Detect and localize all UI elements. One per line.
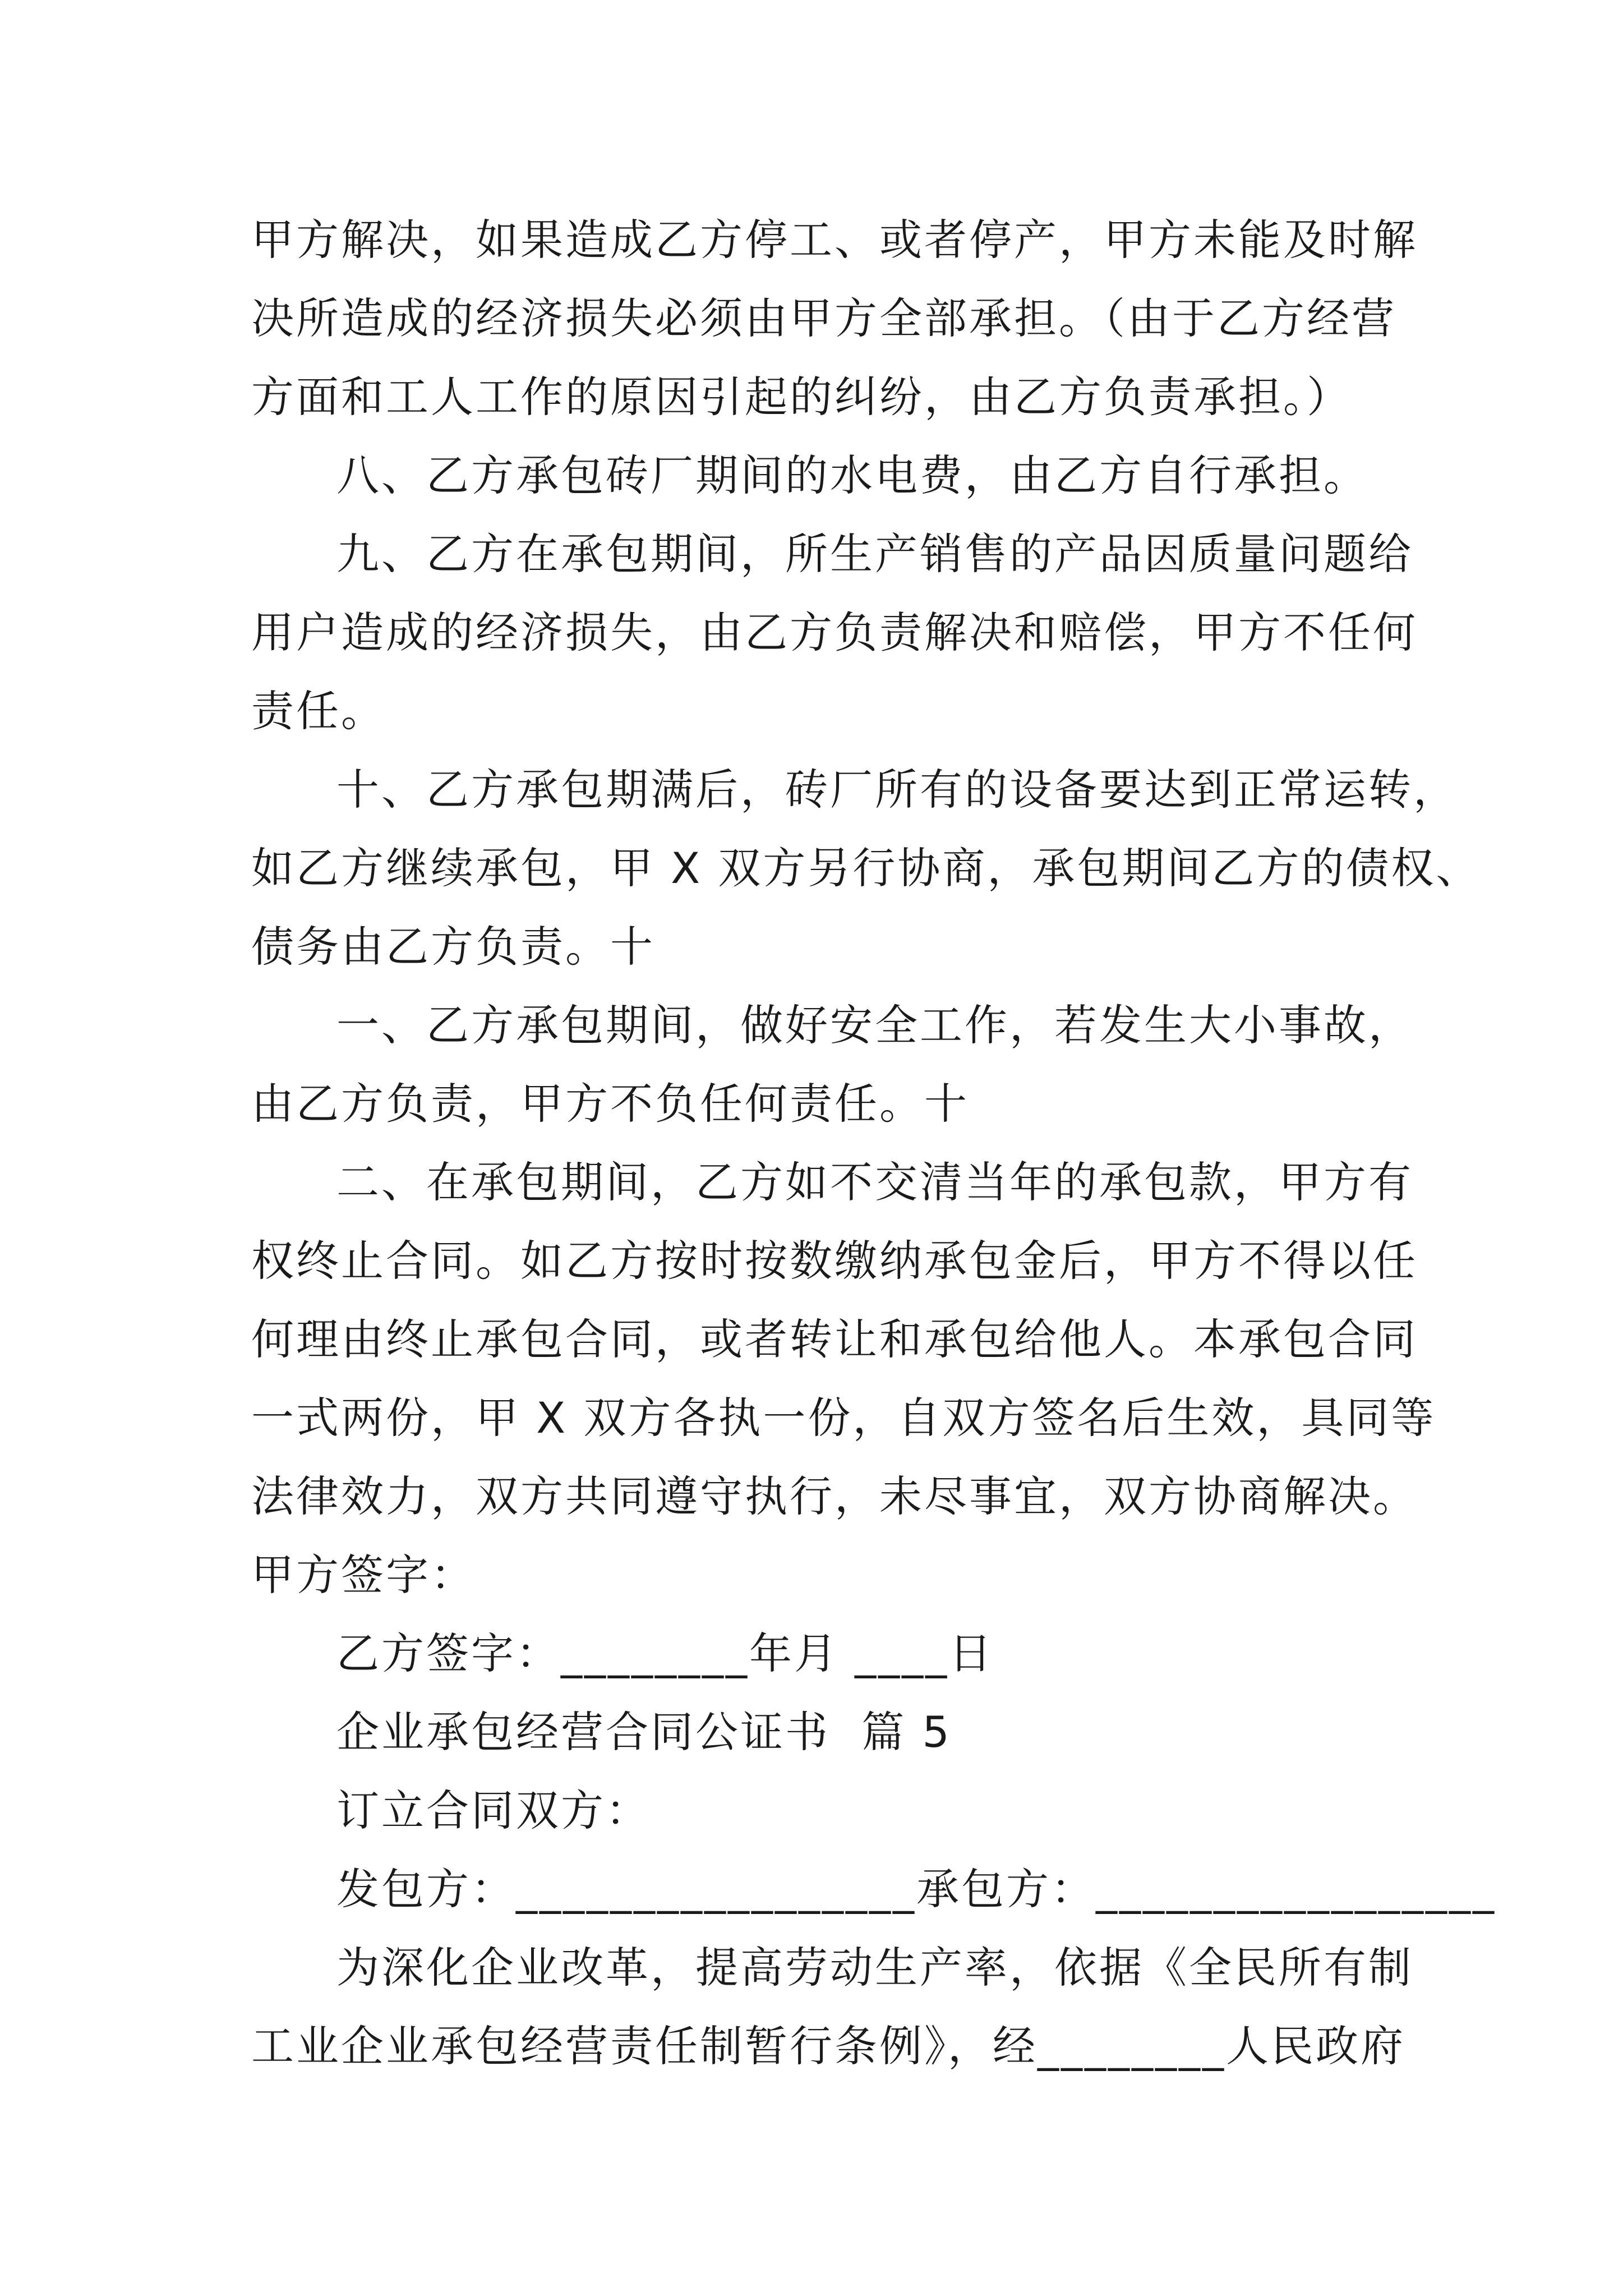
paragraph-line: 权终止合同。如乙方按时按数缴纳承包金后，甲方不得以任	[251, 1236, 1418, 1286]
clause-11-line: 一、乙方承包期间，做好安全工作，若发生大小事故，	[336, 1000, 1413, 1050]
section-title: 企业承包经营合同公证书 篇 5	[336, 1707, 952, 1757]
paragraph-line: 由乙方负责，甲方不负任何责任。十	[251, 1079, 969, 1129]
parties-blank-line: 发包方：_________________承包方：_________________	[336, 1864, 1496, 1914]
paragraph-line: 如乙方继续承包，甲 X 双方另行协商，承包期间乙方的债权、	[251, 843, 1481, 893]
paragraph-line: 一式两份，甲 X 双方各执一份，自双方签名后生效，具同等	[251, 1393, 1436, 1443]
clause-10-line: 十、乙方承包期满后，砖厂所有的设备要达到正常运转，	[336, 765, 1458, 815]
clause-8-line: 八、乙方承包砖厂期间的水电费，由乙方自行承担。	[336, 450, 1368, 500]
paragraph-line: 用户造成的经济损失，由乙方负责解决和赔偿，甲方不任何	[251, 608, 1418, 657]
paragraph-line: 为深化企业改革，提高劳动生产率，依据《全民所有制	[336, 1943, 1413, 1993]
paragraph-line: 责任。	[251, 686, 386, 736]
paragraph-line: 债务由乙方负责。十	[251, 922, 655, 972]
clause-12-line: 二、在承包期间，乙方如不交清当年的承包款，甲方有	[336, 1157, 1413, 1207]
party-a-signature-label: 甲方签字：	[251, 1550, 476, 1600]
paragraph-line: 甲方解决，如果造成乙方停工、或者停产，甲方未能及时解	[251, 215, 1418, 265]
party-b-signature-line: 乙方签字：________年月 ____日	[336, 1628, 994, 1678]
paragraph-line: 方面和工人工作的原因引起的纠纷，由乙方负责承担。）	[251, 372, 1352, 422]
clause-9-line: 九、乙方在承包期间，所生产销售的产品因质量问题给	[336, 529, 1413, 579]
paragraph-line: 法律效力，双方共同遵守执行，未尽事宜，双方协商解决。	[251, 1471, 1418, 1521]
paragraph-line: 决所造成的经济损失必须由甲方全部承担。（由于乙方经营	[251, 293, 1396, 343]
paragraph-line: 工业企业承包经营责任制暂行条例》，经________人民政府	[251, 2021, 1405, 2071]
paragraph-line: 何理由终止承包合同，或者转让和承包给他人。本承包合同	[251, 1314, 1418, 1364]
contract-parties-label: 订立合同双方：	[336, 1786, 651, 1835]
